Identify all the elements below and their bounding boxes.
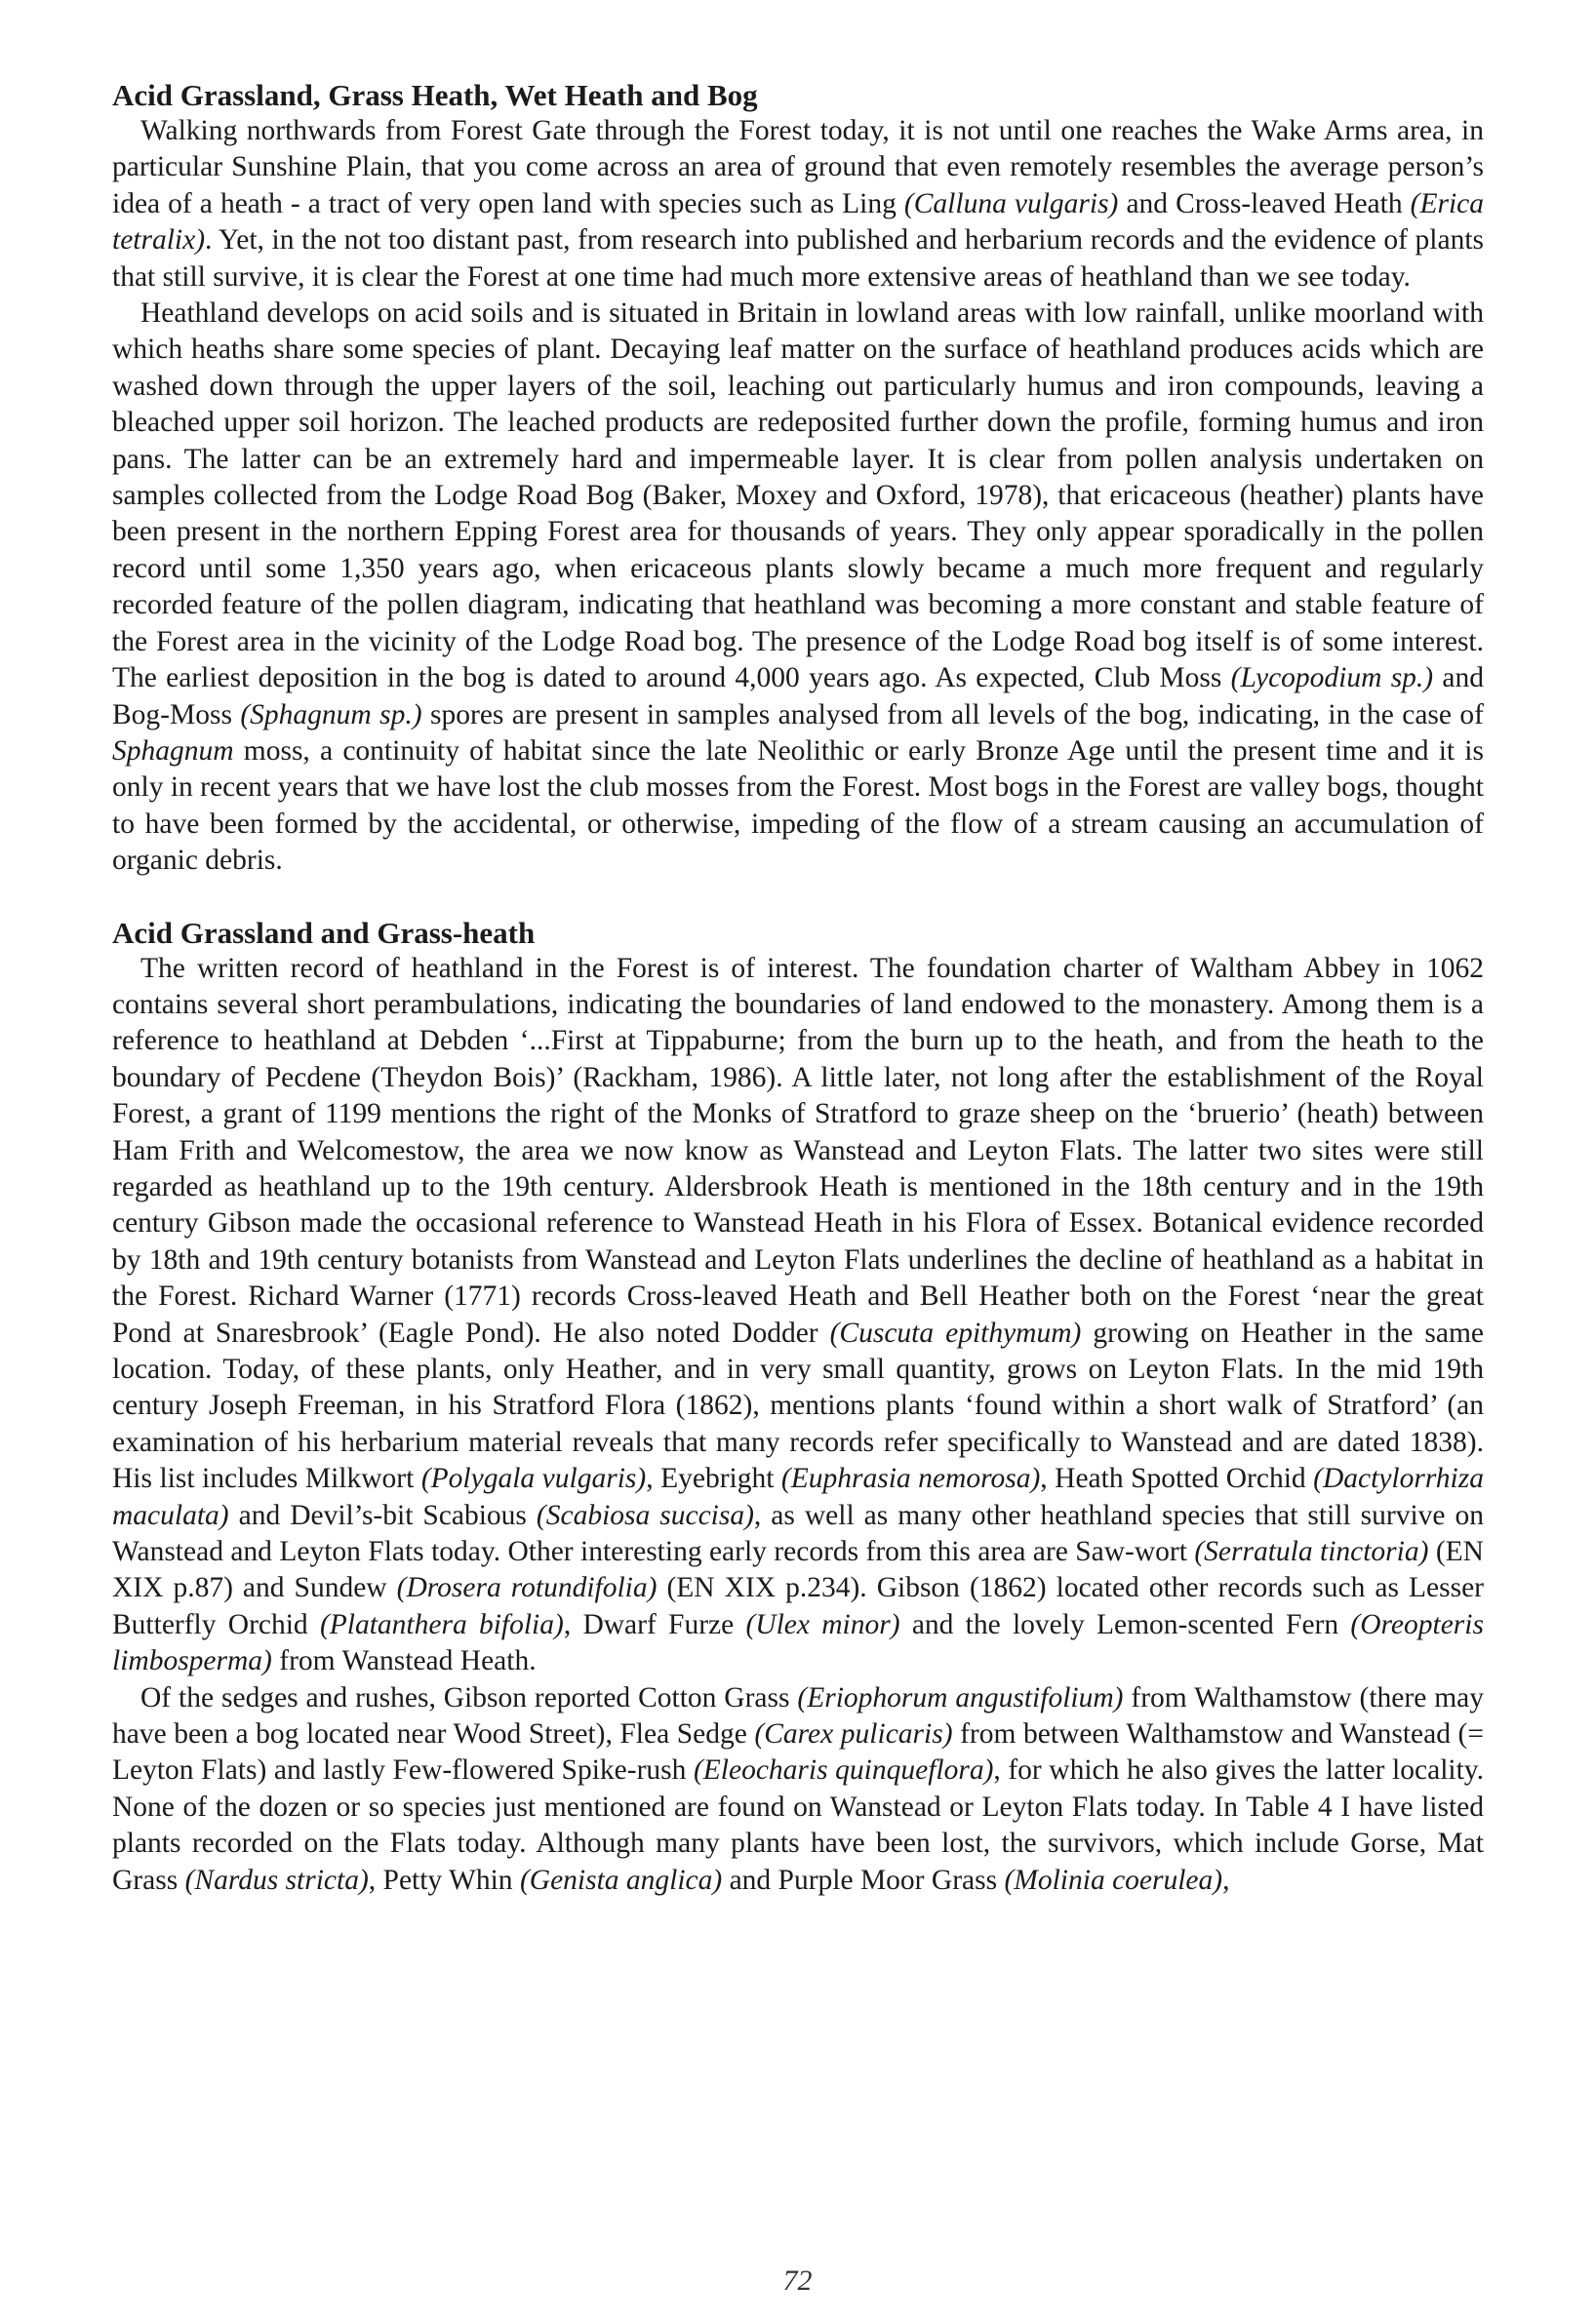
section-heading-1: Acid Grassland, Grass Heath, Wet Heath and Bog xyxy=(112,78,758,112)
species-name: (Serratula tinctoria) xyxy=(1194,1536,1429,1568)
species-name: (Calluna vulgaris) xyxy=(903,187,1119,219)
text-run: , Eyebright xyxy=(646,1463,781,1495)
text-run: spores are present in samples analysed from all levels of the bog, indicating, in the case of xyxy=(421,698,1484,730)
text-run: . Yet, in the not too distant past, from research into published and herbarium records and the evidence of plants that still survive, it is clear the Forest at one time had much more extensive areas of heathland than we see today. xyxy=(112,224,1484,293)
text-run: (EN XIX p.87) and Sundew xyxy=(112,1536,1484,1604)
text-run: Heathland develops on acid soils and is situated in Britain in lowland areas with low rainfall, unlike moorland with which heaths share some species of plant. Decaying leaf matter on the surface of heathland produces acids which are washed down through the upper layers of the soil, leaching out particularly humus and iron compounds, leaving a bleached upper soil horizon. The leached products are redeposited further down the profile, forming humus and iron pans. The latter can be an extremely hard and impermeable layer. It is clear from pollen analysis undertaken on samples collected from the Lodge Road Bog (Baker, Moxey and Oxford, 1978), that ericaceous (heather) plants have been present in the northern Epping Forest area for thousands of years. They only appear sporadically in the pollen record until some 1,350 years ago, when ericaceous plants slowly became a much more frequent and regularly recorded feature of the pollen diagram, indicating that heathland was becoming a more constant and stable feature of the Forest area in the vicinity of the Lodge Road bog. The presence of the Lodge Road bog itself is of some interest. The earliest deposition in the bog is dated to around 4,000 years ago. As expected, Club Moss xyxy=(112,297,1484,694)
section-heading-2: Acid Grassland and Grass-heath xyxy=(112,915,536,950)
page-number: 72 xyxy=(782,2265,813,2297)
text-run: , Dwarf Furze xyxy=(563,1608,746,1640)
text-run: The written record of heathland in the Forest is of interest. The foundation charter of Waltham Abbey in 1062 contains several short perambulations, indicating the boundaries of land endowed to the monastery. Among them is a reference to heathland at Debden ‘...First at Tippaburne; from the burn up to the heath, and from the heath to the boundary of Pecdene (Theydon Bois)’ (Rackham, 1986). A little later, not long after the establishment of the Royal Forest, a grant of 1199 mentions the right of the Monks of Stratford to graze sheep on the ‘bruerio’ (heath) between Ham Frith and Welcomestow, the area we now know as Wanstead and Leyton Flats. The latter two sites were still regarded as heathland up to the 19th century. Aldersbrook Heath is mentioned in the 18th century and in the 19th century Gibson made the occasional reference to Wanstead Heath in his Flora of Essex. Botanical evidence recorded by 18th and 19th century botanists from Wanstead and Leyton Flats underlines the decline of heathland as a habitat in the Forest. Richard Warner (1771) records Cross-leaved Heath and Bell Heather both on the Forest ‘near the great Pond at Snaresbrook’ (Eagle Pond). He also noted Dodder xyxy=(112,952,1484,1349)
species-name: (Platanthera bifolia) xyxy=(319,1608,564,1640)
text-run: and Devil’s-bit Scabious xyxy=(228,1499,537,1531)
paragraph-1-2 xyxy=(112,295,1484,880)
section-spacer xyxy=(112,880,1484,916)
text-run: and Purple Moor Grass xyxy=(722,1864,1005,1896)
species-name: (Cuscuta epithymum) xyxy=(829,1317,1082,1349)
text-run: and the lovely Lemon-scented Fern xyxy=(899,1608,1351,1640)
page-content xyxy=(112,78,1484,1899)
species-name: (Molinia coerulea) xyxy=(1004,1864,1223,1896)
species-name: (Genista anglica) xyxy=(519,1864,723,1896)
text-run: and Cross-leaved Heath xyxy=(1118,187,1411,219)
text-run: from Walthamstow (there may have been a bog located near Wood Street), Flea Sedge xyxy=(112,1681,1484,1751)
species-name: (Euphrasia nemorosa) xyxy=(780,1463,1041,1495)
species-name: Sphagnum xyxy=(112,734,234,767)
text-run: and Bog-Moss xyxy=(112,662,1484,730)
paragraph-2-2 xyxy=(112,1680,1484,1899)
species-name: (Scabiosa succisa) xyxy=(536,1499,754,1531)
text-run: , as well as many other heathland species that still survive on Wanstead and Leyton Flats today. Other interesting early records from this area are Saw-wort xyxy=(112,1499,1485,1568)
text-run: growing on Heather in the same location. Today, of these plants, only Heather, and in very small quantity, grows on Leyton Flats. In the mid 19th century Joseph Freeman, in his Stratford Flora (1862), mentions plants ‘found within a short walk of Stratford’ (an examination of his herbarium material reveals that many records refer specifically to Wanstead and are dated 1838). His list includes Milkwort xyxy=(112,1317,1485,1495)
species-name: (Eleocharis quinqueflora) xyxy=(693,1754,994,1787)
species-name: (Eriophorum angustifolium) xyxy=(797,1681,1124,1713)
text-run: , for which he also gives the latter locality. None of the dozen or so species just mentioned are found on Wanstead or Leyton Flats today. In Table 4 I have listed plants recorded on the Flats today. Although many plants have been lost, the survivors, which include Gorse, Mat Grass xyxy=(112,1754,1484,1896)
species-name: (Sphagnum sp.) xyxy=(240,698,422,730)
species-name: (Polygala vulgaris) xyxy=(420,1463,647,1495)
text-run: Of the sedges and rushes, Gibson reported Cotton Grass xyxy=(140,1681,798,1713)
species-name: (Nardus stricta) xyxy=(184,1864,369,1896)
text-run: , Petty Whin xyxy=(368,1864,520,1896)
species-name: (Ulex minor) xyxy=(745,1608,900,1640)
paragraph-1-1 xyxy=(112,113,1484,295)
text-run: from between Walthamstow and Wanstead (= Leyton Flats) and lastly Few-flowered Spike-rush xyxy=(112,1718,1484,1787)
text-run: moss, a continuity of habitat since the late Neolithic or early Bronze Age until the present time and it is only in recent years that we have lost the club mosses from the Forest. Most bogs in the Forest are valley bogs, thought to have been formed by the accidental, or otherwise, impeding of the flow of a stream causing an accumulation of organic debris. xyxy=(112,734,1484,877)
text-run: from Wanstead Heath. xyxy=(271,1645,537,1677)
species-name: (Carex pulicaris) xyxy=(754,1718,953,1751)
paragraph-2-1 xyxy=(112,951,1484,1680)
text-run: Walking northwards from Forest Gate through the Forest today, it is not until one reaches the Wake Arms area, in particular Sunshine Plain, that you come across an area of ground that even remotely resembles the average person’s idea of a heath - a tract of very open land with species such as Ling xyxy=(112,115,1484,219)
species-name: (Drosera rotundifolia) xyxy=(396,1572,658,1604)
text-run: , xyxy=(1222,1864,1230,1896)
text-run: , Heath Spotted Orchid xyxy=(1040,1463,1314,1495)
species-name: (Lycopodium sp.) xyxy=(1230,662,1434,694)
species-name: (Dactylorrhiza maculata) xyxy=(112,1463,1484,1531)
text-run: (EN XIX p.234). Gibson (1862) located other records such as Lesser Butterfly Orchid xyxy=(112,1572,1484,1640)
species-name: (Erica tetralix) xyxy=(112,187,1485,256)
species-name: (Oreopteris limbosperma) xyxy=(112,1608,1484,1677)
